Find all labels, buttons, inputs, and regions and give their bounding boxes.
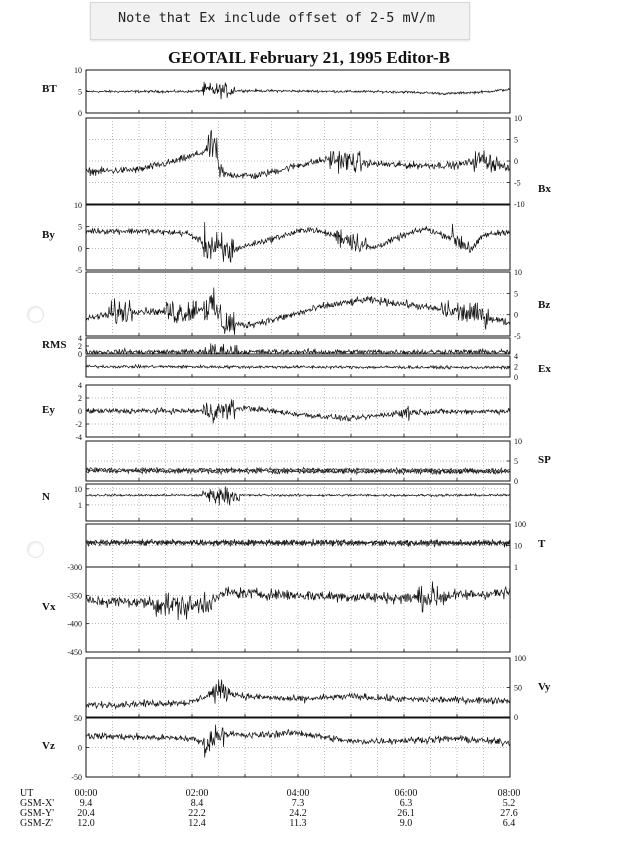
y-tick-label: 50 [74, 714, 82, 723]
y-tick-label: 10 [514, 114, 522, 123]
y-tick-label: 2 [78, 394, 82, 403]
y-tick-label: 5 [78, 222, 82, 232]
footer-gsm-x-1: 8.4 [190, 798, 204, 809]
footer-label-gsm-z: GSM-Z' [20, 818, 53, 829]
y-tick-label: 5 [514, 457, 518, 466]
footer-gsm-z-4: 6.4 [502, 818, 516, 829]
footer-gsm-z-0: 12.0 [77, 818, 95, 829]
y-tick-label: -400 [67, 619, 82, 629]
y-tick-label: -4 [75, 433, 82, 442]
panel-label-bz: Bz [538, 299, 551, 311]
footer-gsm-y-0: 20.4 [77, 808, 95, 819]
y-tick-label: 10 [514, 541, 522, 551]
footer-ut-0: 00:00 [74, 788, 98, 799]
y-tick-label: 2 [78, 342, 82, 351]
y-tick-label: 0 [78, 407, 82, 416]
y-tick-label: 2 [514, 362, 518, 372]
panel-vy [86, 654, 551, 722]
y-tick-label: 10 [514, 268, 522, 277]
panel-bt [42, 66, 510, 118]
y-tick-label: 10 [514, 437, 522, 446]
footer-ut-3: 06:00 [394, 788, 418, 799]
footer-ut-4: 08:00 [497, 788, 521, 799]
panel-bz [86, 268, 550, 341]
y-tick-label: 0 [78, 109, 82, 118]
y-tick-label: 1 [514, 563, 518, 572]
footer-gsm-y-3: 26.1 [397, 808, 415, 819]
panel-ey [42, 381, 510, 442]
panel-label-ey: Ey [42, 404, 55, 416]
y-tick-label: 0 [78, 244, 82, 254]
footer-gsm-x-0: 9.4 [79, 798, 93, 809]
panel-label-t: T [538, 538, 546, 550]
panel-label-bx: Bx [538, 183, 551, 195]
y-tick-label: 10 [74, 66, 82, 75]
panel-label-by: By [42, 229, 55, 241]
y-tick-label: 10 [74, 201, 82, 210]
series-trace-bt [86, 82, 510, 99]
footer-gsm-z-2: 11.3 [289, 818, 307, 829]
panel-label-n: N [42, 491, 50, 503]
y-tick-label: 0 [78, 350, 82, 359]
footer-label-ut: UT [20, 788, 34, 799]
footer-gsm-x-3: 6.3 [399, 798, 413, 809]
y-tick-label: -5 [514, 178, 521, 188]
y-tick-label: 5 [514, 289, 518, 299]
offset-note: Note that Ex include offset of 2-5 mV/m [118, 10, 435, 26]
y-tick-label: 5 [514, 135, 518, 145]
panel-label-bt: BT [42, 83, 57, 95]
footer-gsm-y-1: 22.2 [188, 808, 206, 819]
y-tick-label: -5 [75, 266, 82, 275]
y-tick-label: -10 [514, 200, 525, 209]
footer-gsm-z-1: 12.4 [188, 818, 206, 829]
y-tick-label: 0 [514, 713, 518, 722]
series-trace-ey [86, 399, 510, 423]
y-tick-label: -50 [71, 773, 82, 782]
y-tick-label: 4 [514, 352, 518, 361]
y-tick-label: 0 [78, 743, 82, 753]
plot-title: GEOTAIL February 21, 1995 Editor-B [168, 48, 450, 67]
panel-vx [42, 563, 510, 657]
panel-label-vx: Vx [42, 601, 56, 613]
footer-ut-1: 02:00 [185, 788, 209, 799]
y-tick-label: 5 [78, 87, 82, 97]
y-tick-label: 0 [514, 157, 518, 166]
panel-label-rms: RMS [42, 339, 67, 351]
footer-gsm-x-4: 5.2 [502, 798, 516, 809]
panel-vz [42, 714, 510, 782]
series-trace-vz [86, 725, 510, 758]
y-tick-label: 0 [514, 310, 518, 320]
panel-sp [86, 437, 551, 486]
series-trace-rms [86, 343, 510, 354]
footer-gsm-x-2: 7.3 [291, 798, 305, 809]
footer-label-gsm-y: GSM-Y' [20, 808, 55, 819]
y-tick-label: 4 [78, 334, 82, 343]
y-tick-label: -2 [75, 420, 82, 429]
footer-gsm-y-2: 24.2 [289, 808, 307, 819]
series-trace-secondary-t [86, 540, 510, 546]
y-tick-label: -350 [67, 591, 82, 601]
panel-rms [42, 334, 510, 359]
footer-gsm-y-4: 27.6 [500, 808, 518, 819]
panel-label-vy: Vy [538, 681, 551, 693]
series-trace-ex [86, 365, 510, 370]
y-tick-label: 0 [514, 373, 518, 382]
footer-ut-2: 04:00 [286, 788, 310, 799]
panel-label-ex: Ex [538, 363, 551, 375]
y-tick-label: 4 [78, 381, 82, 390]
y-tick-label: -300 [67, 563, 82, 572]
y-tick-label: -5 [514, 332, 521, 341]
panel-n [42, 484, 510, 521]
y-tick-label: 1 [78, 500, 82, 510]
y-tick-label: 100 [514, 654, 526, 663]
panel-t [86, 520, 546, 572]
footer-gsm-z-3: 9.0 [399, 818, 413, 829]
panel-label-vz: Vz [42, 740, 55, 752]
y-tick-label: 10 [74, 484, 82, 494]
footer-label-gsm-x: GSM-X' [20, 798, 55, 809]
panel-label-sp: SP [538, 454, 551, 466]
panel-bx [86, 114, 551, 209]
y-tick-label: -450 [67, 648, 82, 657]
y-tick-label: 0 [514, 477, 518, 486]
panel-by [42, 201, 510, 275]
y-tick-label: 100 [514, 520, 526, 529]
panel-ex [86, 352, 551, 382]
y-tick-label: 50 [514, 683, 522, 693]
